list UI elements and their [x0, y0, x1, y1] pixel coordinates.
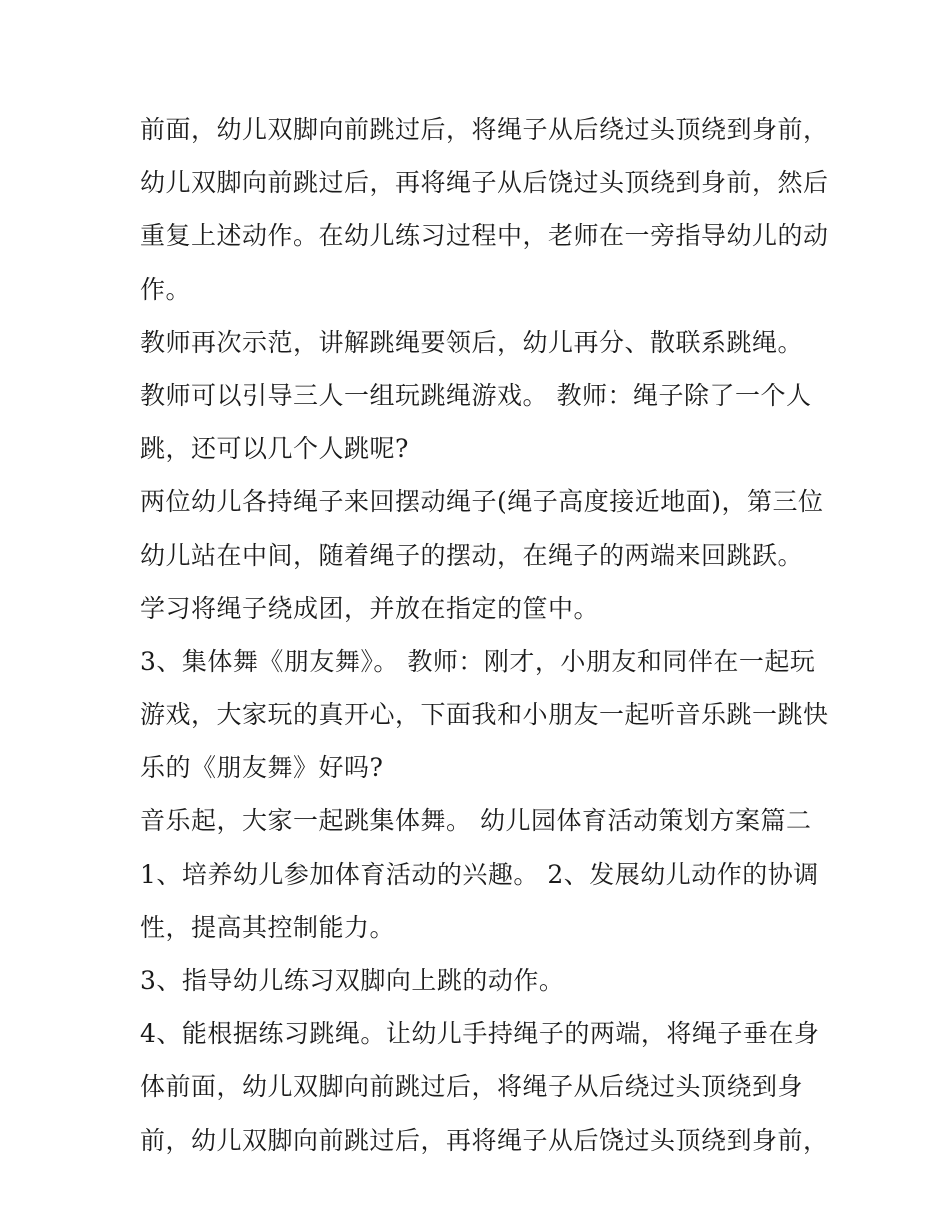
text-line: 性，提高其控制能力。 — [140, 912, 396, 942]
text-line: 幼儿双脚向前跳过后，再将绳子从后饶过头顶绕到身前，然后 — [140, 168, 829, 198]
text-line: 作。 — [140, 274, 192, 304]
text-line: 跳，还可以几个人跳呢? — [140, 434, 409, 464]
text-line: 3、集体舞《朋友舞》。 教师：刚才，小朋友和同伴在一起玩 — [140, 646, 816, 676]
text-line: 教师可以引导三人一组玩跳绳游戏。 教师：绳子除了一个人 — [140, 380, 812, 410]
text-line: 乐的《朋友舞》好吗? — [140, 753, 384, 783]
text-line: 3、指导幼儿练习双脚向上跳的动作。 — [140, 966, 565, 995]
text-line: 两位幼儿各持绳子来回摆动绳子(绳子高度接近地面)，第三位 — [140, 487, 824, 517]
text-line: 幼儿站在中间，随着绳子的摆动，在绳子的两端来回跳跃。 — [140, 540, 804, 570]
text-line: 音乐起，大家一起跳集体舞。 幼儿园体育活动策划方案篇二 — [140, 806, 812, 836]
text-line: 重复上述动作。在幼儿练习过程中，老师在一旁指导幼儿的动 — [140, 221, 829, 251]
text-line: 学习将绳子绕成团，并放在指定的筐中。 — [140, 593, 600, 623]
text-line: 游戏，大家玩的真开心，下面我和小朋友一起听音乐跳一跳快 — [140, 700, 829, 730]
text-line: 4、能根据练习跳绳。让幼儿手持绳子的两端，将绳子垂在身 — [140, 1019, 820, 1049]
text-line: 体前面，幼儿双脚向前跳过后，将绳子从后绕过头顶绕到身 — [140, 1072, 804, 1102]
text-line: 教师再次示范，讲解跳绳要领后，幼儿再分、散联系跳绳。 — [140, 327, 804, 357]
document-body — [140, 103, 829, 1167]
text-line: 前，幼儿双脚向前跳过后，再将绳子从后饶过头顶绕到身前， — [140, 1125, 829, 1155]
text-line: 1、培养幼儿参加体育活动的兴趣。 2、发展幼儿动作的协调 — [140, 859, 819, 889]
text-line: 前面，幼儿双脚向前跳过后，将绳子从后绕过头顶绕到身前， — [140, 115, 829, 144]
